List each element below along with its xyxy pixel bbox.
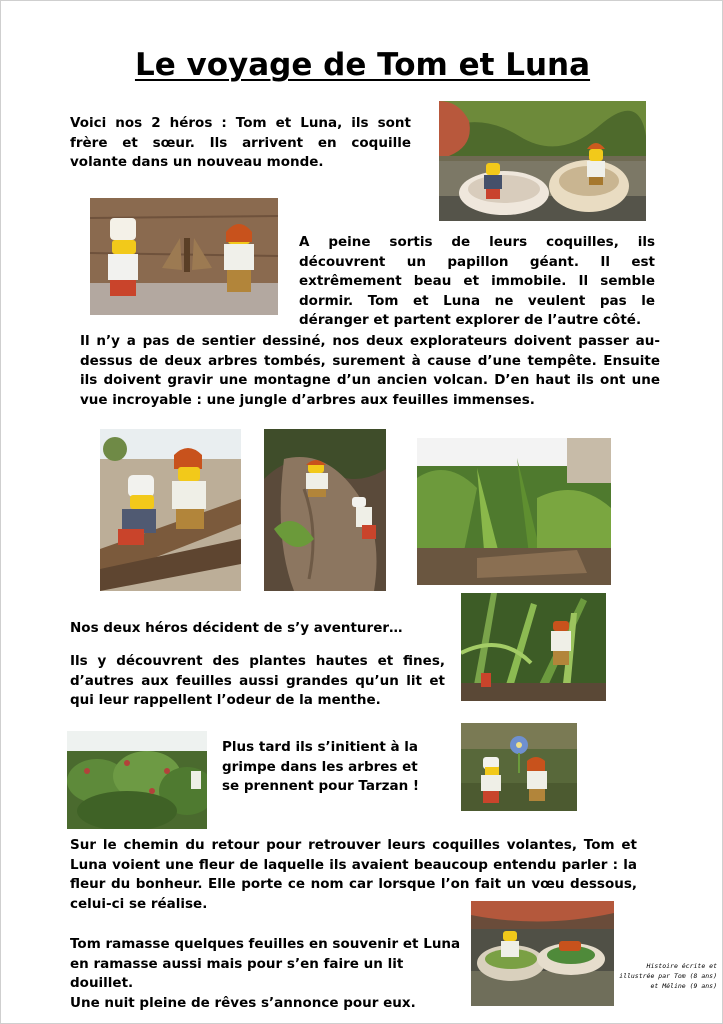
paragraph-adventure: Nos deux héros décident de s’y aventurer… bbox=[70, 620, 403, 636]
photo-volcano-climb bbox=[264, 429, 386, 591]
page-title: Le voyage de Tom et Luna bbox=[134, 47, 591, 83]
paragraph-intro: Voici nos 2 héros : Tom et Luna, ils sont frère et sœur. Ils arrivent en coquille volante dans un nouveau monde. bbox=[70, 115, 411, 171]
paragraph-butterfly: A peine sortis de leurs coquilles, ils découvrent un papillon géant. Il est extrêmement beau et immobile. Il semble dormir. Tom et Luna ne veulent pas le déranger et partent explorer de l’autre côté. bbox=[299, 234, 655, 329]
photo-jungle-view bbox=[417, 438, 611, 585]
paragraph-night: Tom ramasse quelques feuilles en souvenir et Luna en ramasse aussi mais pour s’en faire un lit douillet. Une nuit pleine de rêves s’annonce pour eux. bbox=[70, 936, 461, 1011]
paragraph-tarzan: Plus tard ils s’initient à la grimpe dans les arbres et se prennent pour Tarzan ! bbox=[222, 739, 420, 795]
photo-leaf-beds bbox=[471, 901, 614, 1006]
photo-shells-arrival bbox=[439, 101, 646, 221]
paragraph-trees: Il n’y a pas de sentier dessiné, nos deux explorateurs doivent passer au-dessus de deux arbres tombés, surement à cause d’une tempête. Ensuite ils doivent gravir une montagne d’un ancien volcan. D’en haut ils ont une vue incroyable : une jungle d’arbres aux feuilles immenses. bbox=[80, 333, 660, 408]
photo-mint-bush bbox=[67, 731, 207, 829]
photo-happiness-flower bbox=[461, 723, 577, 811]
photo-tall-plants bbox=[461, 593, 606, 701]
photo-fallen-trees bbox=[100, 429, 241, 591]
paragraph-flower: Sur le chemin du retour pour retrouver leurs coquilles volantes, Tom et Luna voient une fleur de laquelle ils avaient beaucoup entendu parler : la fleur du bonheur. Elle porte ce nom car lorsque l’on fait un vœu dessous, celui-ci se réalise. bbox=[70, 837, 637, 912]
paragraph-plants: Ils y découvrent des plantes hautes et fines, d’autres aux feuilles aussi grandes qu’un lit et qui leur rappellent l’odeur de la menthe. bbox=[70, 653, 445, 709]
photo-butterfly bbox=[90, 198, 278, 315]
credit-note: Histoire écrite et illustrée par Tom (8 ans) et Méline (9 ans) bbox=[619, 962, 717, 990]
